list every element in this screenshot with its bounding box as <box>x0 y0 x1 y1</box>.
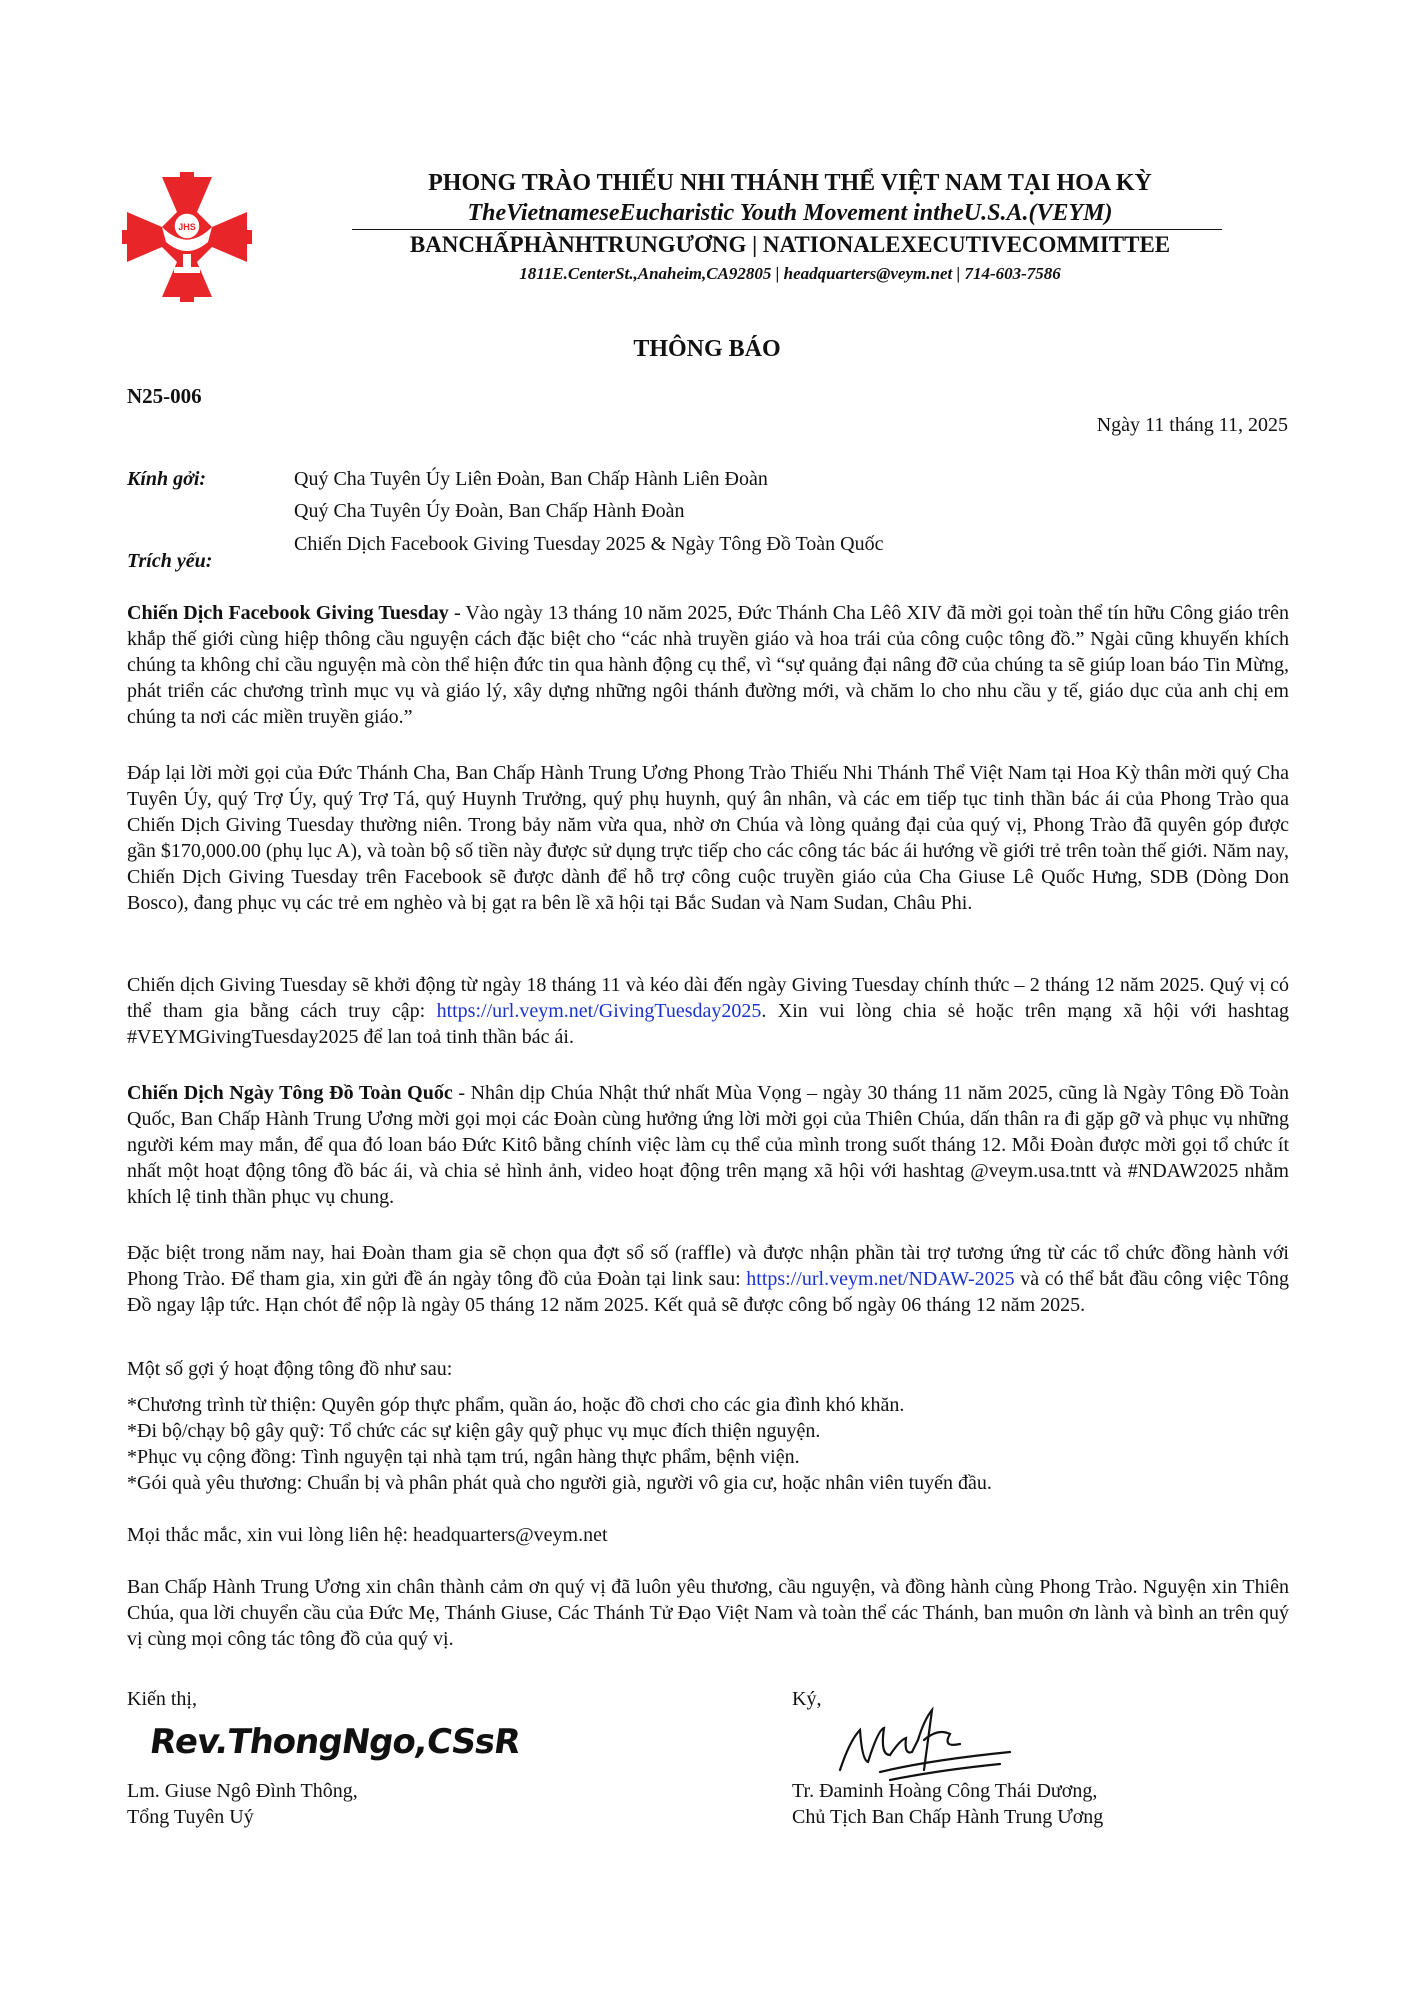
suggestion-item: *Chương trình từ thiện: Quyên góp thực phẩm, quần áo, hoặc đồ chơi cho các gia đình khó khăn. <box>127 1394 905 1416</box>
suggestions-intro: Một số gợi ý hoạt động tông đồ như sau: <box>127 1358 453 1380</box>
paragraph-giving-tuesday <box>127 600 1289 730</box>
header-divider <box>352 229 1222 230</box>
paragraph-body: - Nhân dịp Chúa Nhật thứ nhất Mùa Vọng – ngày 30 tháng 11 năm 2025, cũng là Ngày Tông Đồ Toàn Quốc, Ban Chấp Hành Trung Ương mời gọi mọi các Đoàn cùng hưởng ứng lời mời gọi của Thiên Chúa, dấn thân ra đi gặp gỡ và phục vụ những người kém may mắn, để qua đó loan báo Đức Kitô bằng chính việc làm cụ thể của mình trong suốt tháng 12. Mỗi Đoàn được mời gọi tổ chức ít nhất một hoạt động tông đồ bác ái, và chia sẻ hình ảnh, video hoạt động trên mạng xã hội với hashtag @veym.usa.tntt và #NDAW2025 nhằm khích lệ tinh thần phục vụ chung. <box>127 1082 1289 1208</box>
document-code: N25-006 <box>127 384 202 408</box>
ndaw-link[interactable]: https://url.veym.net/NDAW-2025 <box>746 1268 1015 1290</box>
recipient-line-1: Quý Cha Tuyên Úy Liên Đoàn, Ban Chấp Hành Liên Đoàn <box>294 468 768 490</box>
paragraph-national-apostolic-day <box>127 1080 1289 1210</box>
paragraph-text: và có thể bắt đầu công việc Tông Đồ ngay lập tức. Hạn chót để nộp là ngày 05 tháng 12 năm 2025. Kết quả sẽ được công bố ngày 06 tháng 12 năm 2025. <box>127 1268 1289 1316</box>
suggestion-item: *Gói quà yêu thương: Chuẩn bị và phân phát quà cho người già, người vô gia cư, hoặc nhân viên tuyến đầu. <box>127 1472 992 1494</box>
signer-left-role: Tổng Tuyên Uý <box>127 1806 254 1828</box>
suggestion-item: *Phục vụ cộng đồng: Tình nguyện tại nhà tạm trú, ngân hàng thực phẩm, bệnh viện. <box>127 1446 800 1468</box>
handwritten-signature-right <box>820 1700 1020 1790</box>
suggestion-item: *Đi bộ/chạy bộ gây quỹ: Tổ chức các sự kiện gây quỹ phục vụ mục đích thiện nguyện. <box>127 1420 821 1442</box>
org-name-vi: PHONG TRÀO THIẾU NHI THÁNH THỂ VIỆT NAM TẠI HOA KỲ <box>428 170 1152 196</box>
approval-label: Kiến thị, <box>127 1688 197 1710</box>
signer-right-role: Chủ Tịch Ban Chấp Hành Trung Ương <box>792 1806 1104 1828</box>
paragraph-text: Đặc biệt trong năm nay, hai Đoàn tham gia sẽ chọn qua đợt sổ số (raffle) và được nhận phần tài trợ tương ứng từ các tổ chức đồng hành với Phong Trào. Để tham gia, xin gửi đề án ngày tông đồ của Đoàn tại link sau: <box>127 1242 1289 1290</box>
document-title: THÔNG BÁO <box>633 336 781 362</box>
paragraph-raffle <box>127 1240 1289 1318</box>
subject-text: Chiến Dịch Facebook Giving Tuesday 2025 & Ngày Tông Đồ Toàn Quốc <box>294 533 884 555</box>
paragraph-body: - Vào ngày 13 tháng 10 năm 2025, Đức Thánh Cha Lêô XIV đã mời gọi toàn thể tín hữu Công giáo trên khắp thế giới cùng hiệp thông cầu nguyện cách đặc biệt cho “các nhà truyền giáo và hoa trái của công cuộc tông đồ.” Ngài cũng khuyến khích chúng ta không chỉ cầu nguyện mà còn thể hiện đức tin qua hành động cụ thể, vì “sự quảng đại nâng đỡ của chúng ta sẽ giúp loan báo Tin Mừng, phát triển các chương trình mục vụ và giáo lý, xây dựng những ngôi thánh đường mới, và chăm lo cho nhu cầu y tế, giáo dục của anh chị em chúng ta nơi các miền truyền giáo.” <box>127 602 1289 728</box>
signature-label: Ký, <box>792 1688 822 1710</box>
paragraph-lead: Chiến Dịch Ngày Tông Đồ Toàn Quốc <box>127 1082 453 1104</box>
giving-tuesday-link[interactable]: https://url.veym.net/GivingTuesday2025 <box>436 1000 762 1022</box>
signer-left-name: Lm. Giuse Ngô Đình Thông, <box>127 1780 358 1802</box>
contact-info: 1811E.CenterSt.,Anaheim,CA92805 | headquarters@veym.net | 714-603-7586 <box>519 264 1061 283</box>
paragraph-text: Chiến dịch Giving Tuesday sẽ khởi động từ ngày 18 tháng 11 và kéo dài đến ngày Giving Tuesday chính thức – 2 tháng 12 năm 2025. Quý vị có thể tham gia bằng cách truy cập: <box>127 974 1289 1022</box>
recipient-line-2: Quý Cha Tuyên Úy Đoàn, Ban Chấp Hành Đoàn <box>294 500 685 522</box>
contact-line: Mọi thắc mắc, xin vui lòng liên hệ: headquarters@veym.net <box>127 1524 608 1546</box>
paragraph-text: . Xin vui lòng chia sẻ hoặc trên mạng xã hội với hashtag #VEYMGivingTuesday2025 để lan toả tinh thần bác ái. <box>127 1000 1289 1048</box>
paragraph-response: Đáp lại lời mời gọi của Đức Thánh Cha, Ban Chấp Hành Trung Ương Phong Trào Thiếu Nhi Thánh Thể Việt Nam tại Hoa Kỳ thân mời quý Cha Tuyên Úy, quý Trợ Úy, quý Trợ Tá, quý Huynh Trưởng, quý phụ huynh, quý ân nhân, và các em tiếp tục tinh thần bác ái của Phong Trào qua Chiến Dịch Giving Tuesday thường niên. Trong bảy năm vừa qua, nhờ ơn Chúa và lòng quảng đại của quý vị, Phong Trào đã quyên góp được gần $170,000.00 (phụ lục A), và toàn bộ số tiền này được sử dụng trực tiếp cho các công tác bác ái hướng về giới trẻ trên toàn thế giới. Năm nay, Chiến Dịch Giving Tuesday trên Facebook sẽ được dành để hỗ trợ công cuộc truyền giáo của Cha Giuse Lê Quốc Hưng, SDB (Dòng Don Bosco), đang phục vụ các trẻ em nghèo và bị gạt ra bên lề xã hội tại Bắc Sudan và Nam Sudan, Châu Phi. <box>127 762 1289 914</box>
paragraph-lead: Chiến Dịch Facebook Giving Tuesday <box>127 602 449 624</box>
closing-paragraph: Ban Chấp Hành Trung Ương xin chân thành cảm ơn quý vị đã luôn yêu thương, cầu nguyện, và đồng hành cùng Phong Trào. Nguyện xin Thiên Chúa, qua lời chuyển cầu của Đức Mẹ, Thánh Giuse, Các Thánh Tử Đạo Việt Nam và toàn thể các Thánh, ban muôn ơn lành và bình an trên quý vị cùng mọi công tác tông đồ của quý vị. <box>127 1576 1289 1650</box>
committee-name: BANCHẤPHÀNHTRUNGƯƠNG | NATIONALEXECUTIVECOMMITTEE <box>409 232 1171 257</box>
org-name-en: TheVietnameseEucharistic Youth Movement intheU.S.A.(VEYM) <box>467 200 1113 226</box>
paragraph-campaign-dates <box>127 972 1289 1050</box>
document-date: Ngày 11 tháng 11, 2025 <box>1096 414 1288 436</box>
subject-label: Trích yếu: <box>127 550 213 572</box>
signer-right-name: Tr. Đaminh Hoàng Công Thái Dương, <box>792 1780 1098 1802</box>
handwritten-signature-left: Rev.ThongNgo,CSsR <box>147 1722 523 1762</box>
recipients-label: Kính gởi: <box>127 468 207 490</box>
logo-text: JHS <box>178 222 196 232</box>
veym-logo <box>122 172 252 302</box>
